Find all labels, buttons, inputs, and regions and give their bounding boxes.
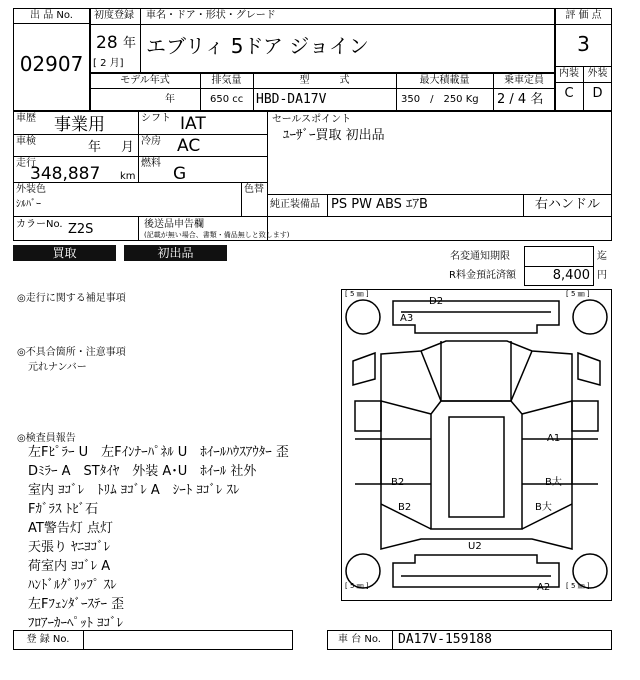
- inspector-line: 左Fﾌｪﾝﾀﾞｰｽﾃｰ 歪: [28, 597, 125, 612]
- repaint-label: 色替: [244, 184, 264, 195]
- name-change-unit: 迄: [597, 251, 607, 262]
- inspector-label: ◎検査員報告: [17, 433, 76, 444]
- max-load-value: 350 / 250 Kg: [401, 94, 479, 105]
- interior-grade: C: [564, 86, 574, 101]
- recycle-label: R料金預託済額: [449, 270, 516, 281]
- capacity-value: 2 / 4 名: [497, 92, 544, 107]
- shaken-label: 車検: [16, 136, 36, 147]
- car-name: エブリィ 5ドア ジョイン: [146, 34, 369, 58]
- reg-year-unit: 年: [123, 36, 137, 51]
- drive-notes-label: ◎走行に関する補足事項: [17, 293, 126, 304]
- inspector-line: Dﾐﾗｰ A STﾀｲﾔ 外装 A･U ﾎｲｰﾙ 社外: [28, 464, 257, 479]
- shaken-year: 年: [88, 140, 102, 155]
- tag-kaitori: 買取: [13, 245, 116, 261]
- reg-no-label: 登 録 No.: [26, 634, 70, 645]
- tire-rear-left-depth: [ 5 ㎜ ]: [345, 582, 369, 590]
- reg-month: [ 2 月]: [93, 58, 124, 69]
- inspector-line: 荷室内 ﾖｺﾞﾚ A: [28, 559, 111, 574]
- shift-value: IAT: [180, 114, 206, 134]
- history-label: 車歴: [16, 113, 36, 124]
- damage-mark-b2-upper: B2: [391, 477, 405, 488]
- lot-number: 02907: [19, 52, 84, 76]
- damage-mark-a1: A1: [547, 433, 561, 444]
- car-name-label: 車名・ドア・形状・グレード: [146, 10, 276, 21]
- recycle-value: 8,400: [552, 268, 590, 283]
- equip-label: 純正装備品: [270, 199, 320, 210]
- color-label: 外装色: [16, 184, 46, 195]
- handle-value: 右ハンドル: [534, 197, 600, 212]
- exterior-label: 外装: [587, 68, 608, 79]
- damage-mark-bdai-lower: B大: [535, 502, 552, 513]
- chassis-label: 車 台 No.: [338, 634, 381, 645]
- displacement-label: 排気量: [211, 75, 242, 86]
- inspector-line: ﾌﾛｱｰｶｰﾍﾟｯﾄ ﾖｺﾞﾚ: [28, 616, 124, 631]
- mileage-value: 348,887: [30, 164, 101, 184]
- model-year-value: 年: [165, 94, 175, 105]
- history-value: 事業用: [54, 115, 105, 135]
- postdoc-label: 後送品申告欄: [144, 219, 204, 230]
- sales-point-value: ﾕｰｻﾞｰ買取 初出品: [283, 128, 385, 143]
- inspector-line: 天張り ﾔﾆﾖｺﾞﾚ: [28, 540, 111, 555]
- model-year-label: モデル年式: [120, 75, 170, 86]
- tire-front-left-depth: [ 5 ㎜ ]: [345, 290, 369, 298]
- capacity-label: 乗車定員: [504, 75, 544, 86]
- exterior-grade: D: [592, 86, 603, 101]
- max-load-label: 最大積載量: [419, 75, 470, 86]
- inspector-line: 左Fﾋﾟﾗｰ U 左Fｲﾝﾅｰﾊﾟﾈﾙ U ﾎｲｰﾙﾊｳｽｱｳﾀｰ 歪: [28, 445, 289, 460]
- first-reg-label: 初度登録: [94, 10, 134, 21]
- damage-mark-bdai-upper: B大: [545, 477, 562, 488]
- tire-front-right-depth: [ 5 ㎜ ]: [566, 290, 590, 298]
- grade-value: 3: [577, 32, 590, 56]
- ac-label: 冷房: [141, 136, 161, 147]
- damage-mark-u2: U2: [468, 541, 482, 552]
- displacement-value: 650 cc: [210, 94, 244, 105]
- mileage-unit: km: [120, 171, 136, 182]
- shift-label: シフト: [141, 113, 171, 124]
- inspector-line: 室内 ﾖｺﾞﾚ ﾄﾘﾑ ﾖｺﾞﾚ A ｼｰﾄ ﾖｺﾞﾚ ｽﾚ: [28, 483, 240, 498]
- car-damage-diagram: [341, 289, 612, 601]
- recycle-unit: 円: [597, 270, 607, 281]
- interior-label: 内装: [559, 68, 579, 79]
- damage-mark-a2: A2: [537, 582, 551, 593]
- grade-label: 評 価 点: [565, 10, 602, 21]
- name-change-box: [524, 246, 594, 267]
- damage-mark-d2: D2: [429, 296, 444, 307]
- tire-rear-right-depth: [ 5 ㎜ ]: [566, 582, 590, 590]
- mileage-label: 走行: [16, 158, 36, 169]
- damage-mark-b2-lower: B2: [398, 502, 412, 513]
- inspector-line: ﾊﾝﾄﾞﾙｸﾞﾘｯﾌﾟ ｽﾚ: [28, 578, 117, 593]
- tag-first-listing: 初出品: [124, 245, 227, 261]
- defect-line: 元れナンバー: [28, 362, 87, 373]
- colorno-value: Z2S: [68, 222, 94, 237]
- lot-label: 出 品 No.: [30, 10, 73, 21]
- defect-label: ◎不具合箇所・注意事項: [17, 347, 126, 358]
- postdoc-note: (記載が無い場合、書類・備品無しと致します): [144, 231, 290, 239]
- equip-value: PS PW ABS ｴｱB: [331, 197, 428, 212]
- inspector-line: Fｶﾞﾗｽ ﾄﾋﾞ石: [28, 502, 99, 517]
- reg-year: 28: [96, 33, 118, 53]
- sales-point-label: セールスポイント: [272, 114, 352, 125]
- type-label: 型 式: [299, 75, 350, 86]
- colorno-label: カラーNo.: [16, 219, 63, 230]
- damage-mark-a3: A3: [400, 313, 414, 324]
- color-value: ｼﾙﾊﾞｰ: [16, 199, 41, 210]
- fuel-label: 燃料: [141, 158, 161, 169]
- name-change-label: 名変通知期限: [450, 251, 510, 262]
- chassis-value: DA17V-159188: [398, 632, 492, 647]
- shaken-month: 月: [121, 140, 135, 155]
- type-value: HBD-DA17V: [256, 92, 327, 107]
- inspector-line: AT警告灯 点灯: [28, 521, 113, 536]
- fuel-value: G: [173, 164, 187, 184]
- ac-value: AC: [177, 136, 201, 156]
